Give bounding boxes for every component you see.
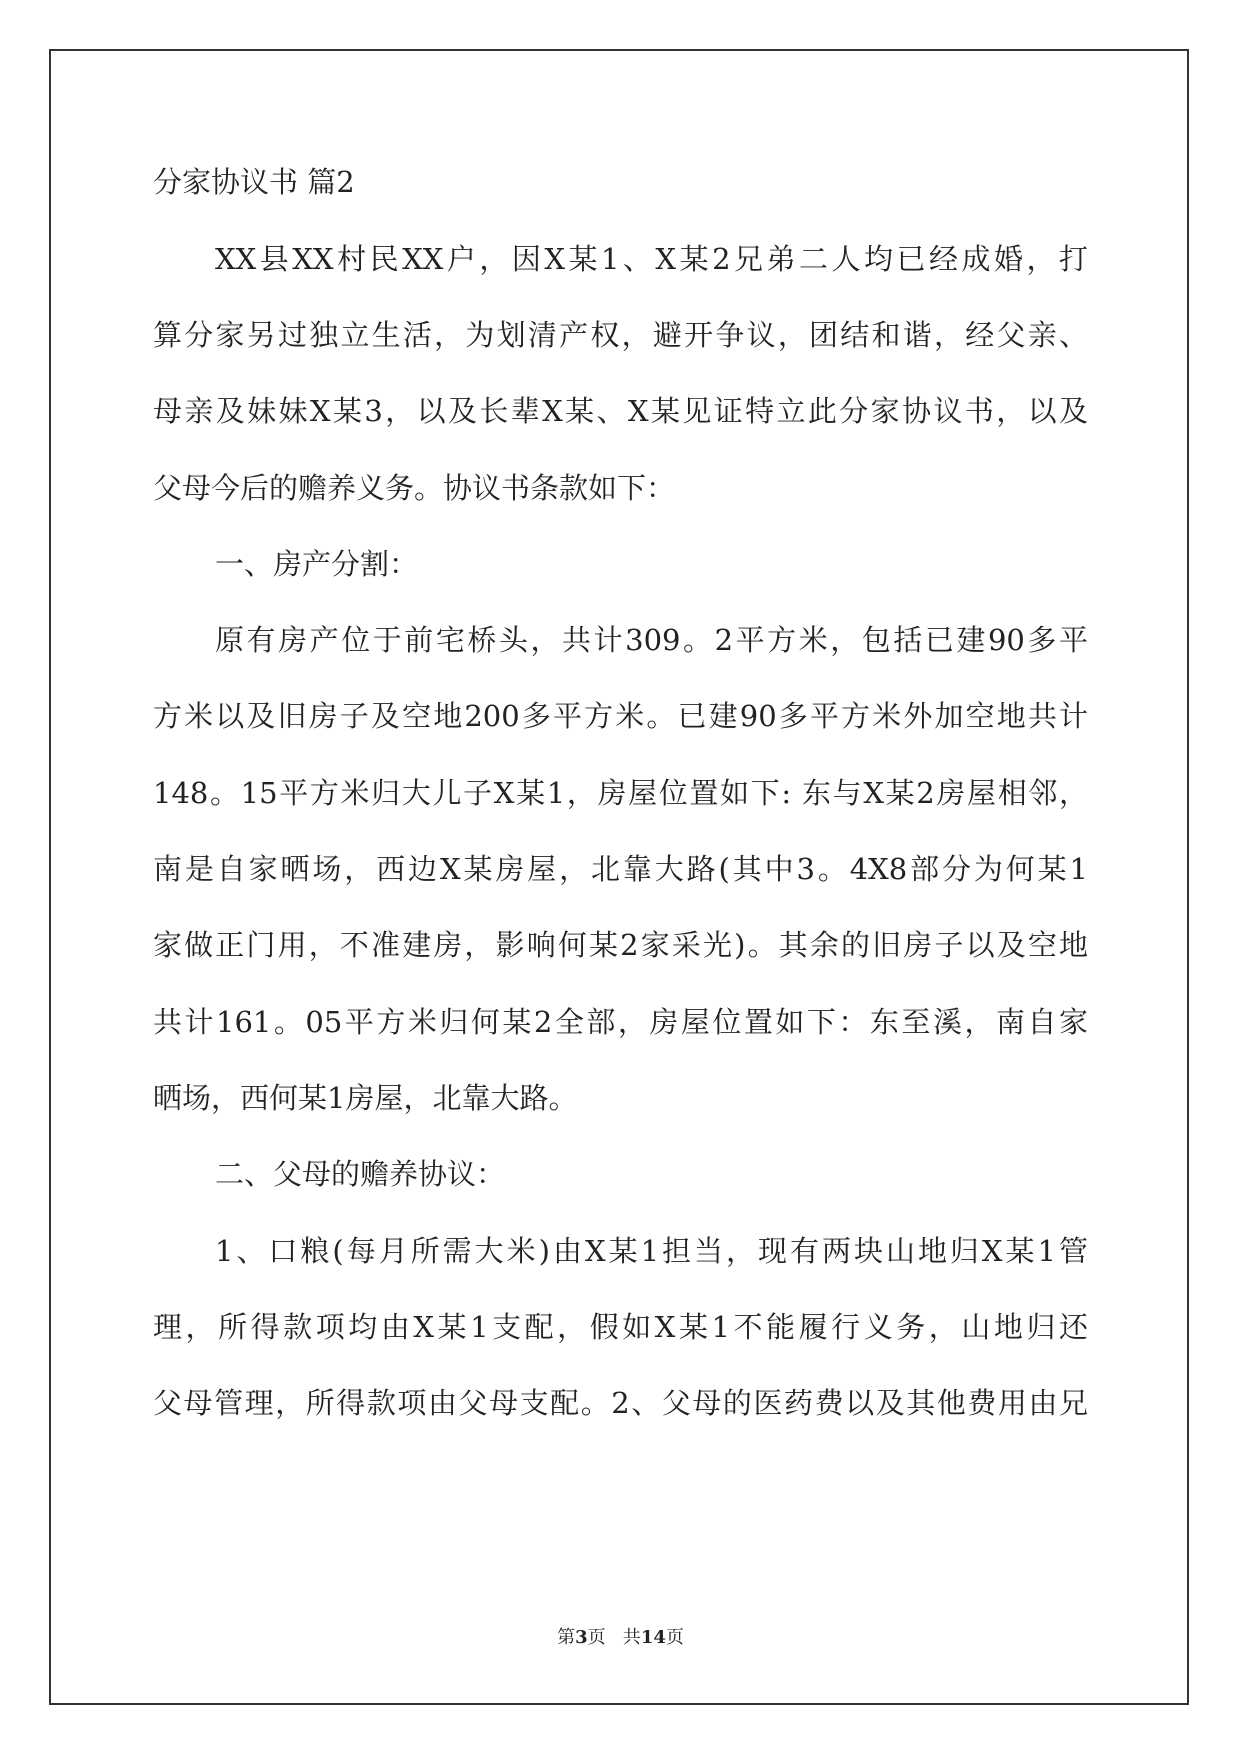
paragraph-line: 方米以及旧房子及空地200多平方米。已建90多平方米外加空地共计 (153, 699, 1088, 733)
clause-heading: 二、父母的赡养协议： (215, 1157, 506, 1191)
page-footer (0, 1626, 1241, 1650)
paragraph-line: 原有房产位于前宅桥头，共计309。2平方米，包括已建90多平 (215, 623, 1088, 657)
page-label-prefix: 第 (557, 1627, 576, 1648)
paragraph-line: XX县XX村民XX户，因X某1、X某2兄弟二人均已经成婚，打 (215, 242, 1088, 276)
clause-heading: 一、房产分割： (215, 547, 419, 581)
paragraph-line: 家做正门用，不准建房，影响何某2家采光)。其余的旧房子以及空地 (153, 928, 1088, 962)
paragraph-line: 算分家另过独立生活，为划清产权，避开争议，团结和谐，经父亲、 (153, 318, 1088, 352)
current-page-number: 3 (575, 1627, 588, 1648)
section-title: 分家协议书 篇2 (153, 165, 355, 199)
paragraph-line: 1、口粮(每月所需大米)由X某1担当，现有两块山地归X某1管 (215, 1234, 1088, 1268)
paragraph-line: 晒场，西何某1房屋，北靠大路。 (153, 1081, 578, 1115)
page-label-mid: 页 共 (587, 1627, 641, 1648)
total-pages-number: 14 (640, 1627, 666, 1648)
paragraph-line: 理，所得款项均由X某1支配，假如X某1不能履行义务，山地归还 (153, 1310, 1088, 1344)
paragraph-line: 南是自家晒场，西边X某房屋，北靠大路(其中3。4X8部分为何某1 (153, 852, 1088, 886)
paragraph-line: 父母今后的赡养义务。协议书条款如下： (153, 471, 676, 505)
paragraph-line: 母亲及妹妹X某3，以及长辈X某、X某见证特立此分家协议书，以及 (153, 394, 1088, 428)
paragraph-line: 148。15平方米归大儿子X某1，房屋位置如下: 东与X某2房屋相邻， (153, 776, 1088, 810)
page-label-suffix: 页 (665, 1627, 684, 1648)
paragraph-line: 共计161。05平方米归何某2全部，房屋位置如下：东至溪，南自家 (153, 1005, 1088, 1039)
paragraph-line: 父母管理，所得款项由父母支配。2、父母的医药费以及其他费用由兄 (153, 1386, 1088, 1420)
